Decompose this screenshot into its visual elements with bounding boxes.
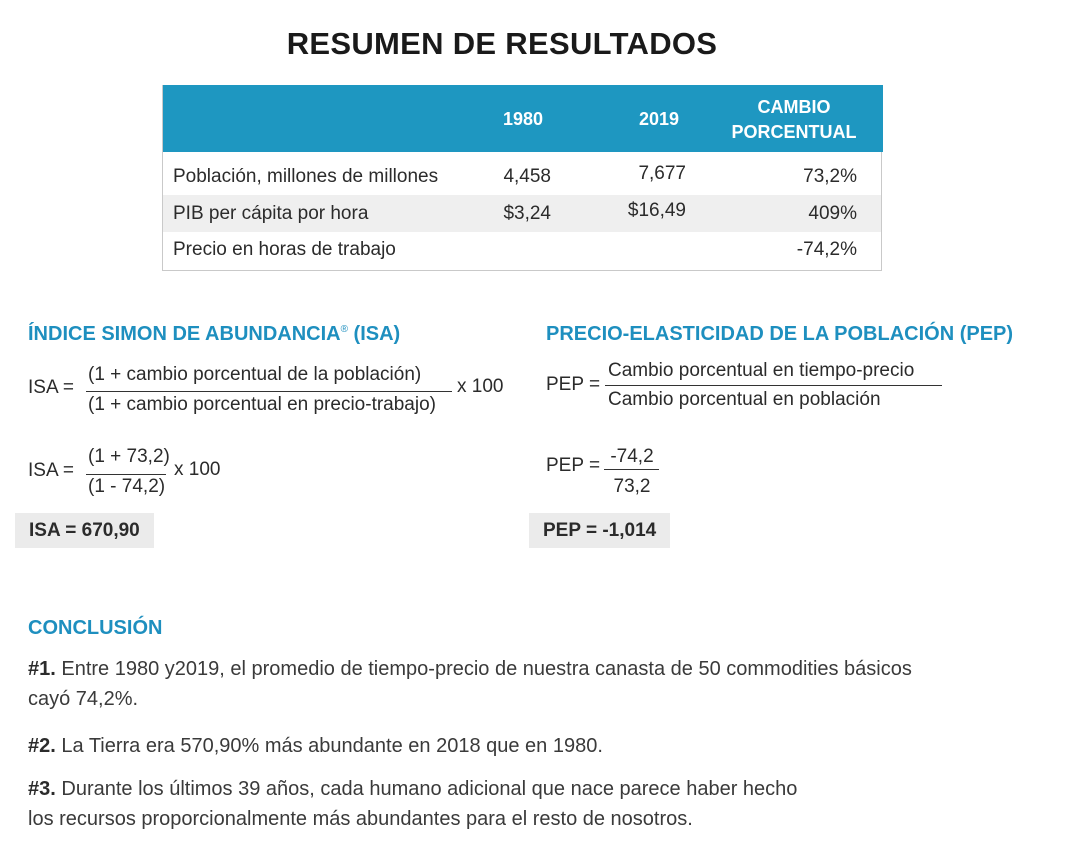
header-cambio-line1: CAMBIO [757, 97, 831, 117]
header-cambio-porcentual [719, 95, 869, 145]
pep-formula-fraction-line [605, 385, 942, 386]
isa-formula-fraction-line [86, 391, 452, 392]
conclusion-item-1 [28, 654, 1068, 714]
pep-substitution-numerator: -74,2 [610, 446, 654, 467]
row-value-2019: $16,49 [627, 200, 686, 221]
pep-equation-label: PEP = [546, 374, 601, 395]
row-label: Población, millones de millones [173, 166, 439, 187]
conclusion-number: #1. [28, 658, 56, 680]
conclusion-number: #2. [28, 735, 56, 757]
conclusion-number: #3. [28, 778, 56, 800]
isa-substitution-label: ISA = [28, 460, 74, 481]
isa-formula-denominator: (1 + cambio porcentual en precio-trabajo) [88, 394, 436, 415]
table-row [163, 231, 881, 268]
isa-result: ISA = 670,90 [15, 513, 154, 548]
page-title: RESUMEN DE RESULTADOS [286, 26, 718, 61]
isa-equation-label: ISA = [28, 377, 74, 398]
isa-section-title [28, 323, 400, 346]
conclusion-text-line1: La Tierra era 570,90% más abundante en 2018 que en 1980. [61, 735, 603, 757]
row-value-cambio: -74,2% [796, 239, 857, 260]
isa-formula-multiplier: x 100 [457, 376, 504, 397]
row-value-1980: $3,24 [503, 203, 551, 224]
results-table [162, 85, 882, 271]
conclusion-text-line2: los recursos proporcionalmente más abundantes para el resto de nosotros. [28, 808, 693, 830]
pep-formula-denominator: Cambio porcentual en población [608, 389, 881, 410]
row-value-1980: 4,458 [503, 166, 551, 187]
pep-substitution-fraction-line [604, 469, 659, 470]
conclusion-text-line1: Durante los últimos 39 años, cada humano adicional que nace parece haber hecho [61, 778, 798, 800]
isa-title-suffix: (ISA) [353, 323, 401, 345]
table-header [163, 85, 883, 152]
table-row [163, 158, 881, 195]
pep-substitution-denominator: 73,2 [613, 476, 651, 497]
pep-section-title: PRECIO-ELASTICIDAD DE LA POBLACIÓN (PEP) [546, 323, 1014, 345]
table-row [163, 195, 881, 232]
pep-result: PEP = -1,014 [529, 513, 670, 548]
row-label: PIB per cápita por hora [173, 203, 369, 224]
header-2019: 2019 [639, 109, 680, 129]
conclusion-item-2 [28, 731, 1068, 761]
registered-mark: ® [340, 324, 348, 335]
conclusion-text-line2: cayó 74,2%. [28, 688, 139, 710]
conclusion-item-3 [28, 774, 1068, 834]
conclusion-title: CONCLUSIÓN [28, 617, 163, 639]
conclusion-text-line1: Entre 1980 y2019, el promedio de tiempo-precio de nuestra canasta de 50 commodities básicos [61, 658, 912, 680]
isa-substitution-numerator: (1 + 73,2) [88, 446, 170, 467]
isa-formula-numerator: (1 + cambio porcentual de la población) [88, 364, 422, 385]
isa-title-text: ÍNDICE SIMON DE ABUNDANCIA [28, 323, 341, 345]
row-value-cambio: 73,2% [803, 166, 857, 187]
isa-substitution-denominator: (1 - 74,2) [88, 476, 166, 497]
isa-substitution-fraction-line [86, 474, 166, 475]
header-cambio-line2: PORCENTUAL [731, 122, 857, 142]
row-label: Precio en horas de trabajo [173, 239, 396, 260]
row-value-cambio: 409% [808, 203, 857, 224]
pep-formula-numerator: Cambio porcentual en tiempo-precio [608, 360, 915, 381]
isa-substitution-multiplier: x 100 [174, 459, 221, 480]
header-1980: 1980 [503, 109, 544, 129]
row-value-2019: 7,677 [638, 163, 686, 184]
pep-substitution-label: PEP = [546, 455, 601, 476]
